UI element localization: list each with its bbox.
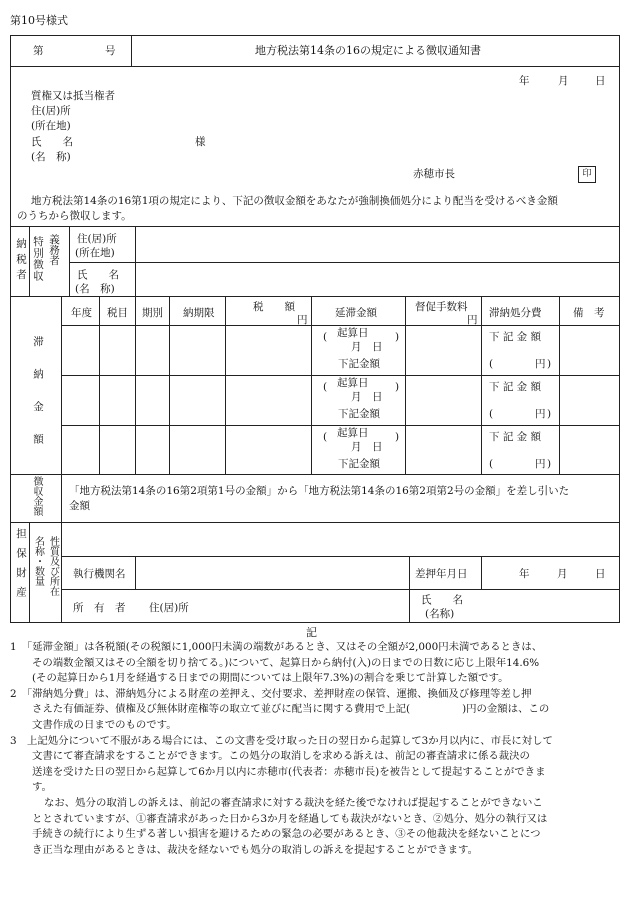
seizure-year: 年 (519, 568, 530, 580)
row1-month-day: 月 日 (351, 341, 383, 353)
divider (11, 226, 619, 227)
row-close-paren: ) (395, 331, 400, 343)
row1-start-date: 起算日 (337, 327, 369, 339)
intro-line-1: 地方税法第14条の16第1項の規定により、下記の徴収金額をあなたが強制換価処分により配当を受けるべき金額 (31, 195, 558, 207)
note-2-line-2: さえた有価証券、債権及び無体財産権等の取立て並びに配当に関する費用で上記( )円の金額は、この (32, 703, 550, 716)
seizure-date-label: 差押年月日 (415, 568, 468, 580)
divider (11, 474, 619, 475)
recipient-title: 質権又は抵当権者 (31, 90, 115, 102)
divider (61, 296, 62, 474)
intro-line-2: のうちから徴収します。 (17, 210, 132, 222)
row3-below-amount: 下記金額 (338, 458, 380, 470)
recipient-address-label: 住(居)所 (31, 105, 71, 117)
date-month: 月 (558, 75, 569, 87)
divider (29, 522, 30, 623)
divider (135, 226, 136, 296)
owner-name-label-2: (名称) (425, 608, 455, 620)
col-period: 期別 (142, 307, 163, 319)
divider (61, 589, 619, 590)
note-3-line-1: 3 上記処分について不服がある場合には、この文書を受け取った日の翌日から起算して3か月以内に、市長に対して (10, 734, 553, 747)
col-tax-unit: 円 (297, 314, 308, 326)
collection-text-line-1: 「地方税法第14条の16第2項第1号の金額」から「地方税法第14条の16第2項第2号の金額」を差し引いた (69, 485, 570, 497)
col-tax-item: 税目 (107, 307, 128, 319)
note-1-line-2: その端数金額又はその全額を切り捨てる。)について、起算日から納付(入)の日までの日数に応じ上限年14.6% (32, 656, 540, 669)
divider (11, 66, 619, 67)
row2-below-amount: 下記金額 (338, 408, 380, 420)
col-remarks: 備 考 (573, 307, 605, 319)
divider (61, 556, 619, 557)
row1-fee-yen: 円 (535, 358, 546, 370)
divider (61, 474, 62, 522)
row-open-paren: ( (323, 381, 328, 393)
taxpayer-address-label: 住(居)所 (77, 233, 117, 245)
notice-form-frame (10, 35, 620, 623)
notes-heading: 記 (306, 626, 317, 639)
row1-fee-below: 下 記 金 額 (489, 331, 542, 343)
row-close-paren: ) (547, 408, 552, 420)
divider (99, 296, 100, 474)
taxpayer-name-label: 氏 名 (77, 269, 119, 281)
divider (169, 296, 170, 474)
col-reminder-fee: 督促手数料 (415, 301, 468, 313)
divider (409, 556, 410, 623)
note-3-line-3: 送達を受けた日の翌日から起算して6か月以内に赤穂市(代表者：赤穂市長)を被告として提起することができま (32, 765, 546, 778)
date-day: 日 (595, 75, 606, 87)
taxpayer-location-label: (所在地) (75, 247, 115, 259)
collateral-outer-label: 担保財産 (15, 528, 28, 606)
number-label-right: 号 (105, 45, 116, 57)
divider (131, 36, 132, 66)
col-tax-amount: 税 額 (253, 301, 295, 313)
issuer-name: 赤穂市長 (413, 168, 455, 180)
col-due-date: 納期限 (183, 307, 215, 319)
col-delinquency: 延滞金額 (335, 307, 377, 319)
col-year: 年度 (71, 307, 92, 319)
note-2-line-3: 文書作成の日までのものです。 (32, 719, 177, 732)
row2-month-day: 月 日 (351, 391, 383, 403)
row-open-paren: ( (323, 331, 328, 343)
collateral-inner-label-2: 性質及び所在 (47, 536, 59, 596)
collection-text-line-2: 金額 (69, 500, 90, 512)
recipient-name-label: 氏 名 (31, 136, 73, 148)
row1-below-amount: 下記金額 (338, 358, 380, 370)
note-para-line-2: ととされていますが、①審査請求があった日から3か月を経過しても裁決がないとき、②処分、処分の執行又は (32, 812, 548, 825)
row-close-paren: ) (395, 381, 400, 393)
col-disposition-fee: 滞納処分費 (489, 307, 542, 319)
collateral-inner-label-1: 名称・数量 (32, 536, 44, 586)
row3-fee-yen: 円 (535, 458, 546, 470)
divider (69, 226, 70, 296)
note-2-line-1: 2 「滞納処分費」は、滞納処分による財産の差押え、交付要求、差押財産の保管、運搬、換価及び修理等差し押 (10, 687, 532, 700)
col-reminder-unit: 円 (467, 314, 478, 326)
seizure-month: 月 (557, 568, 568, 580)
taxpayer-name-label-2: (名 称) (75, 283, 115, 295)
divider (135, 556, 136, 589)
row-close-paren: ) (395, 431, 400, 443)
taxpayer-inner-label-2: 義務者 (48, 234, 61, 266)
owner-address-label: 住(居)所 (149, 602, 189, 614)
collection-label: 徴収金額 (31, 476, 42, 516)
divider (11, 522, 619, 523)
form-title: 地方税法第14条の16の規定による徴収通知書 (255, 44, 481, 57)
row-open-paren: ( (489, 408, 494, 420)
row-close-paren: ) (547, 458, 552, 470)
recipient-location-label: (所在地) (31, 120, 71, 132)
divider (311, 296, 312, 474)
divider (135, 296, 136, 474)
note-para-line-3: 手続きの続行により生ずる著しい損害を避けるための緊急の必要があるとき、③その他裁決を経ないことにつ (32, 828, 541, 841)
recipient-name-label-2: (名 称) (31, 151, 71, 163)
taxpayer-inner-label-1: 特別徴収 (32, 236, 45, 282)
row3-fee-below: 下 記 金 額 (489, 431, 542, 443)
divider (481, 296, 482, 474)
executing-agency-label: 執行機関名 (73, 568, 126, 580)
taxpayer-outer-label: 納税者 (15, 238, 28, 285)
row-open-paren: ( (489, 358, 494, 370)
arrears-section-label: 滞納金額 (32, 336, 45, 466)
note-para-line-4: き正当な理由があるときは、裁決を経ないでも処分の取消しの訴えを提起することができます。 (32, 843, 478, 856)
honorific: 様 (195, 136, 206, 148)
notes-section (10, 640, 622, 859)
note-3-line-4: す。 (32, 781, 52, 794)
owner-name-label: 氏 名 (421, 594, 463, 606)
seal-icon: 印 (578, 166, 596, 183)
divider (481, 556, 482, 589)
divider (405, 296, 406, 474)
divider (225, 296, 226, 474)
number-label-left: 第 (33, 45, 44, 57)
row3-start-date: 起算日 (337, 427, 369, 439)
date-year: 年 (519, 75, 530, 87)
row3-month-day: 月 日 (351, 441, 383, 453)
seizure-day: 日 (595, 568, 606, 580)
row-open-paren: ( (323, 431, 328, 443)
row2-fee-below: 下 記 金 額 (489, 381, 542, 393)
row2-fee-yen: 円 (535, 408, 546, 420)
divider (61, 522, 62, 623)
row-open-paren: ( (489, 458, 494, 470)
divider (29, 226, 30, 296)
row2-start-date: 起算日 (337, 377, 369, 389)
note-para-line-1: なお、処分の取消しの訴えは、前記の審査請求に対する裁決を経た後でなければ提起することができないこ (44, 797, 543, 810)
row-close-paren: ) (547, 358, 552, 370)
divider (69, 262, 619, 263)
note-3-line-2: 文書にて審査請求をすることができます。この処分の取消しを求める訴えは、前記の審査請求に係る裁決の (32, 750, 530, 763)
note-1-line-3: (その起算日から1月を経過する日までの期間については上限年7.3%)の割合を乗じて計算した額です。 (32, 672, 509, 685)
divider (559, 296, 560, 474)
form-number: 第10号様式 (10, 14, 68, 27)
note-1-line-1: 1 「延滞金額」は各税額(その税額に1,000円未満の端数があるとき、又はその全額が2,000円未満であるときは、 (10, 641, 543, 653)
owner-label: 所 有 者 (73, 602, 126, 614)
